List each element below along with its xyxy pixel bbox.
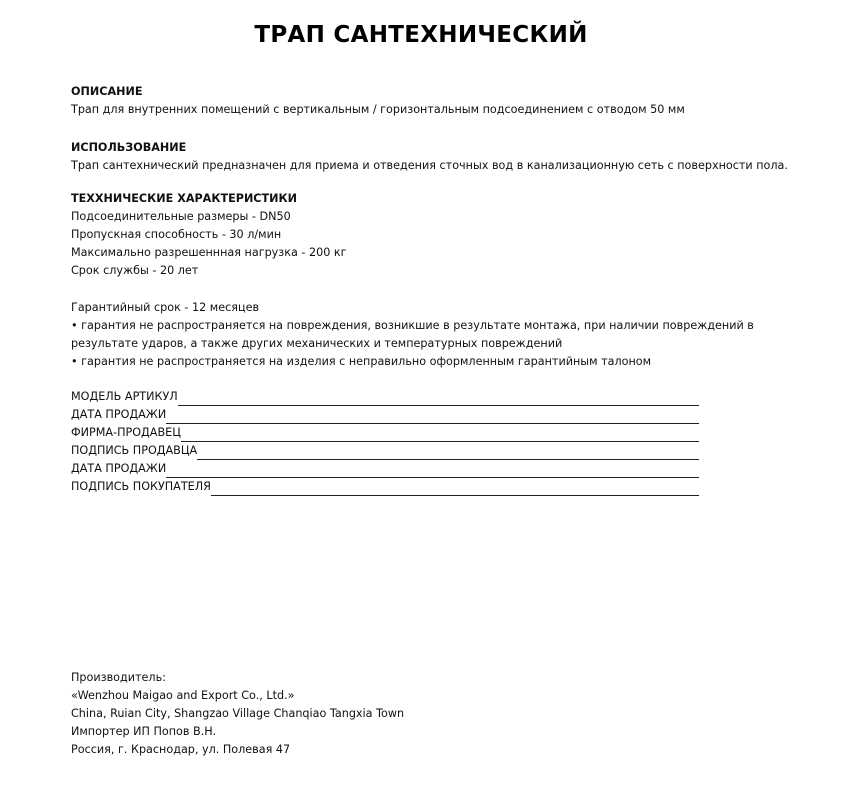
spec-item: Подсоединительные размеры - DN50 (71, 210, 291, 223)
form-row-sale-date-2 (71, 460, 699, 478)
form-row-seller-signature (71, 442, 699, 460)
specs-section (71, 190, 822, 280)
specs-heading: ТЕХХНИЧЕСКИЕ ХАРАКТЕРИСТИКИ (71, 192, 298, 205)
manufacturer-company: «Wenzhou Maigao and Export Co., Ltd.» (71, 689, 295, 702)
form-label: ДАТА ПРОДАЖИ (71, 462, 167, 475)
description-heading: ОПИСАНИЕ (71, 85, 143, 98)
spec-item: Срок службы - 20 лет (71, 264, 199, 277)
form-label: ДАТА ПРОДАЖИ (71, 408, 167, 421)
usage-text: Трап сантехнический предназначен для приема и отведения сточных вод в канализационную сеть с поверхности пола. (71, 159, 788, 172)
warranty-note: • гарантия не распространяется на повреждения, возникшие в результате монтажа, при наличии повреждений в результате ударов, а также других механических и температурных повреждений (71, 319, 754, 350)
form-label: МОДЕЛЬ АРТИКУЛ (71, 390, 178, 403)
importer-address: Россия, г. Краснодар, ул. Полевая 47 (71, 743, 291, 756)
form-label: ПОДПИСЬ ПРОДАВЦА (71, 444, 198, 457)
form-blank-line[interactable] (197, 445, 699, 460)
spec-item: Максимально разрешеннная нагрузка - 200 кг (71, 246, 347, 259)
description-text: Трап для внутренних помещений с вертикальным / горизонтальным подсоединением с отводом 50 мм (71, 103, 685, 116)
form-blank-line[interactable] (211, 481, 699, 496)
form-blank-line[interactable] (178, 391, 699, 406)
form-row-model (71, 388, 699, 406)
form-blank-line[interactable] (181, 427, 699, 442)
form-blank-line[interactable] (166, 409, 699, 424)
form-row-buyer-signature (71, 478, 699, 496)
usage-section (71, 139, 822, 175)
spec-item: Пропускная способность - 30 л/мин (71, 228, 282, 241)
manufacturer-address: China, Ruian City, Shangzao Village Chanqiao Tangxia Town (71, 707, 405, 720)
form-label: ПОДПИСЬ ПОКУПАТЕЛЯ (71, 480, 211, 493)
warranty-note: • гарантия не распространяется на изделия с неправильно оформленным гарантийным талоном (71, 355, 652, 368)
form-blank-line[interactable] (166, 463, 699, 478)
page-title: ТРАП САНТЕХНИЧЕСКИЙ (254, 22, 588, 48)
manufacturer-label: Производитель: (71, 671, 166, 684)
form-row-sale-date (71, 406, 699, 424)
usage-heading: ИСПОЛЬЗОВАНИЕ (71, 141, 187, 154)
form-row-seller-company (71, 424, 699, 442)
warranty-section (71, 299, 811, 371)
warranty-form (71, 388, 822, 496)
description-section (71, 83, 822, 119)
importer-name: Импортер ИП Попов В.Н. (71, 725, 217, 738)
form-label: ФИРМА-ПРОДАВЕЦ (71, 426, 181, 439)
warranty-period: Гарантийный срок - 12 месяцев (71, 301, 260, 314)
manufacturer-section (71, 669, 822, 759)
